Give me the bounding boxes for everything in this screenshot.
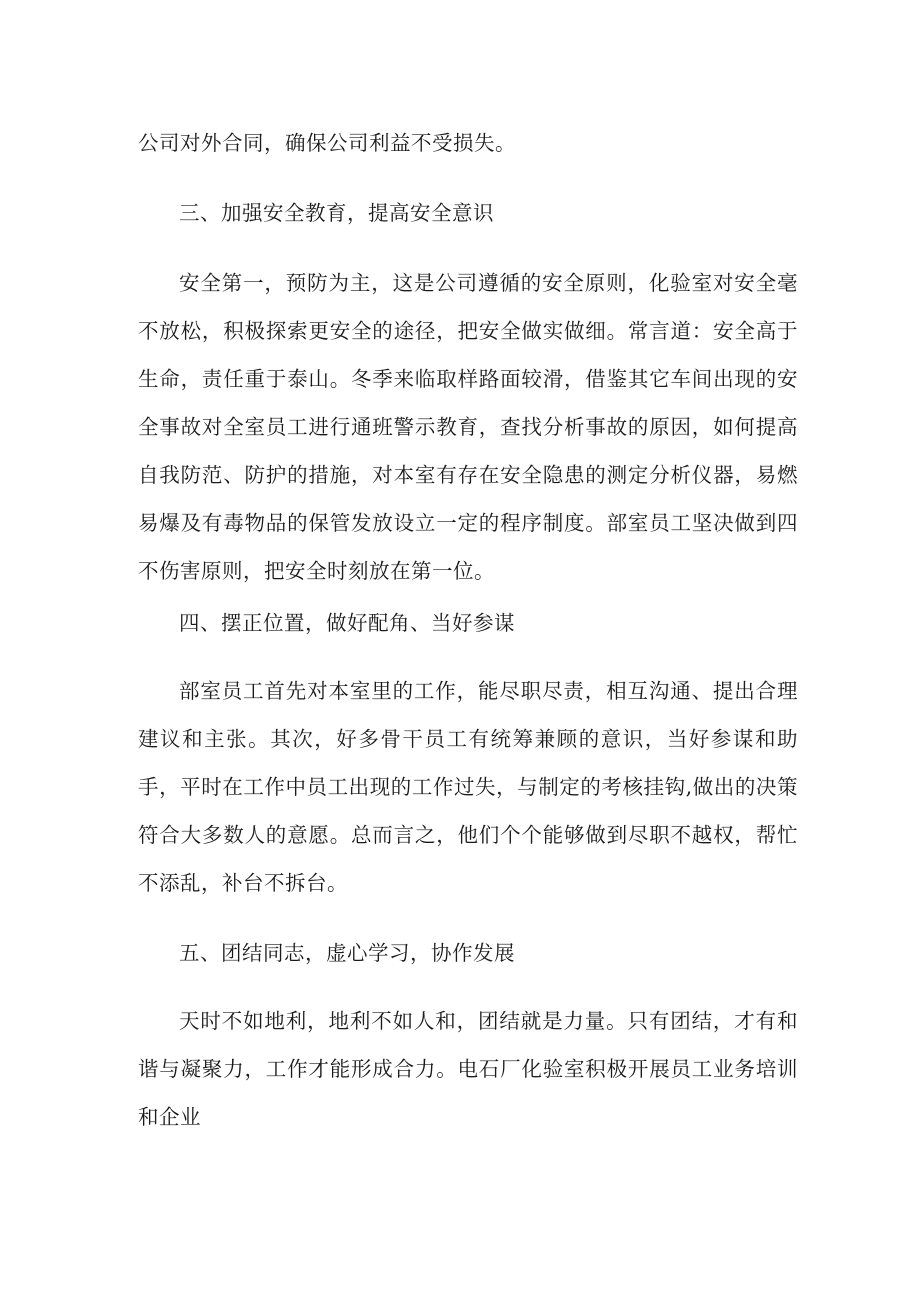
section-heading-3: 三、加强安全教育，提高安全意识 [179,201,494,225]
paragraph-unity: 天时不如地利，地利不如人和，团结就是力量。只有团结，才有和谐与凝聚力，工作才能形成合力。电石厂化验室积极开展员工业务培训和企业 [138,1009,798,1129]
paragraph-position: 部室员工首先对本室里的工作，能尽职尽责，相互沟通、提出合理建议和主张。其次，好多骨干员工有统筹兼顾的意识，当好参谋和助手，平时在工作中员工出现的工作过失，与制定的考核挂钩,做出的决策符合大多数人的意愿。总而言之，他们个个能够做到尽职不越权，帮忙不添乱，补台不拆台。 [138,679,798,895]
paragraph-continued: 公司对外合同，确保公司利益不受损失。 [138,131,516,155]
paragraph-safety: 安全第一，预防为主，这是公司遵循的安全原则，化验室对安全毫不放松，积极探索更安全的途径，把安全做实做细。常言道：安全高于生命，责任重于泰山。冬季来临取样路面较滑，借鉴其它车间出现的安全事故对全室员工进行通班警示教育，查找分析事故的原因，如何提高自我防范、防护的措施，对本室有存在安全隐患的测定分析仪器，易燃易爆及有毒物品的保管发放设立一定的程序制度。部室员工坚决做到四不伤害原则，把安全时刻放在第一位。 [138,271,798,583]
section-heading-4: 四、摆正位置，做好配角、当好参谋 [179,611,515,635]
document-body [138,119,798,1141]
section-heading-5: 五、团结同志，虚心学习，协作发展 [179,941,515,965]
